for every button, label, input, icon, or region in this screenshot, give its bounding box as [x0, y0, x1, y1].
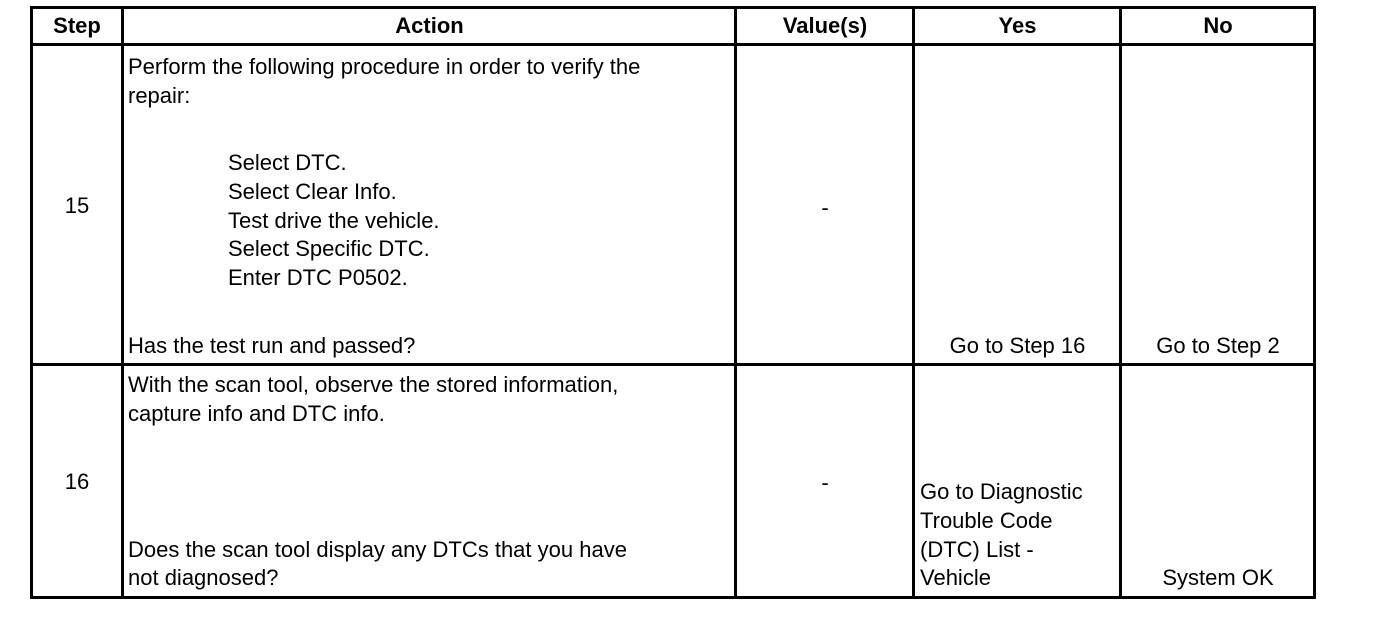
- question-text: Does the scan tool display any DTCs that you have: [128, 537, 627, 562]
- yes-link[interactable]: Go to Step 16: [949, 333, 1086, 358]
- question-text: Has the test run and passed?: [128, 333, 416, 358]
- no-link[interactable]: Go to Step 2: [1156, 333, 1280, 358]
- yes-link-line: Go to Diagnostic: [920, 479, 1083, 504]
- action-intro-line: Perform the following procedure in order to verify the: [128, 54, 641, 79]
- yes-link-line: Vehicle: [920, 565, 991, 590]
- value-cell: -: [821, 470, 829, 495]
- action-intro-line: repair:: [128, 83, 191, 108]
- procedure-step: Select Specific DTC.: [228, 236, 430, 261]
- step-number: 16: [64, 469, 90, 494]
- action-intro-line: With the scan tool, observe the stored information,: [128, 372, 619, 397]
- header-no: No: [1203, 13, 1233, 38]
- action-intro-line: capture info and DTC info.: [128, 401, 385, 426]
- yes-link-line: Trouble Code: [920, 508, 1053, 533]
- header-step: Step: [53, 13, 101, 38]
- header-action: Action: [395, 13, 464, 38]
- procedure-step: Test drive the vehicle.: [228, 208, 440, 233]
- yes-link-line: (DTC) List -: [920, 537, 1034, 562]
- value-cell: -: [821, 195, 829, 220]
- procedure-step: Select DTC.: [228, 150, 347, 175]
- question-text: not diagnosed?: [128, 565, 279, 590]
- header-values: Value(s): [782, 13, 868, 38]
- procedure-step: Enter DTC P0502.: [228, 265, 408, 290]
- step-number: 15: [64, 193, 90, 218]
- procedure-step: Select Clear Info.: [228, 179, 397, 204]
- no-result: System OK: [1162, 565, 1274, 590]
- header-yes: Yes: [998, 13, 1037, 38]
